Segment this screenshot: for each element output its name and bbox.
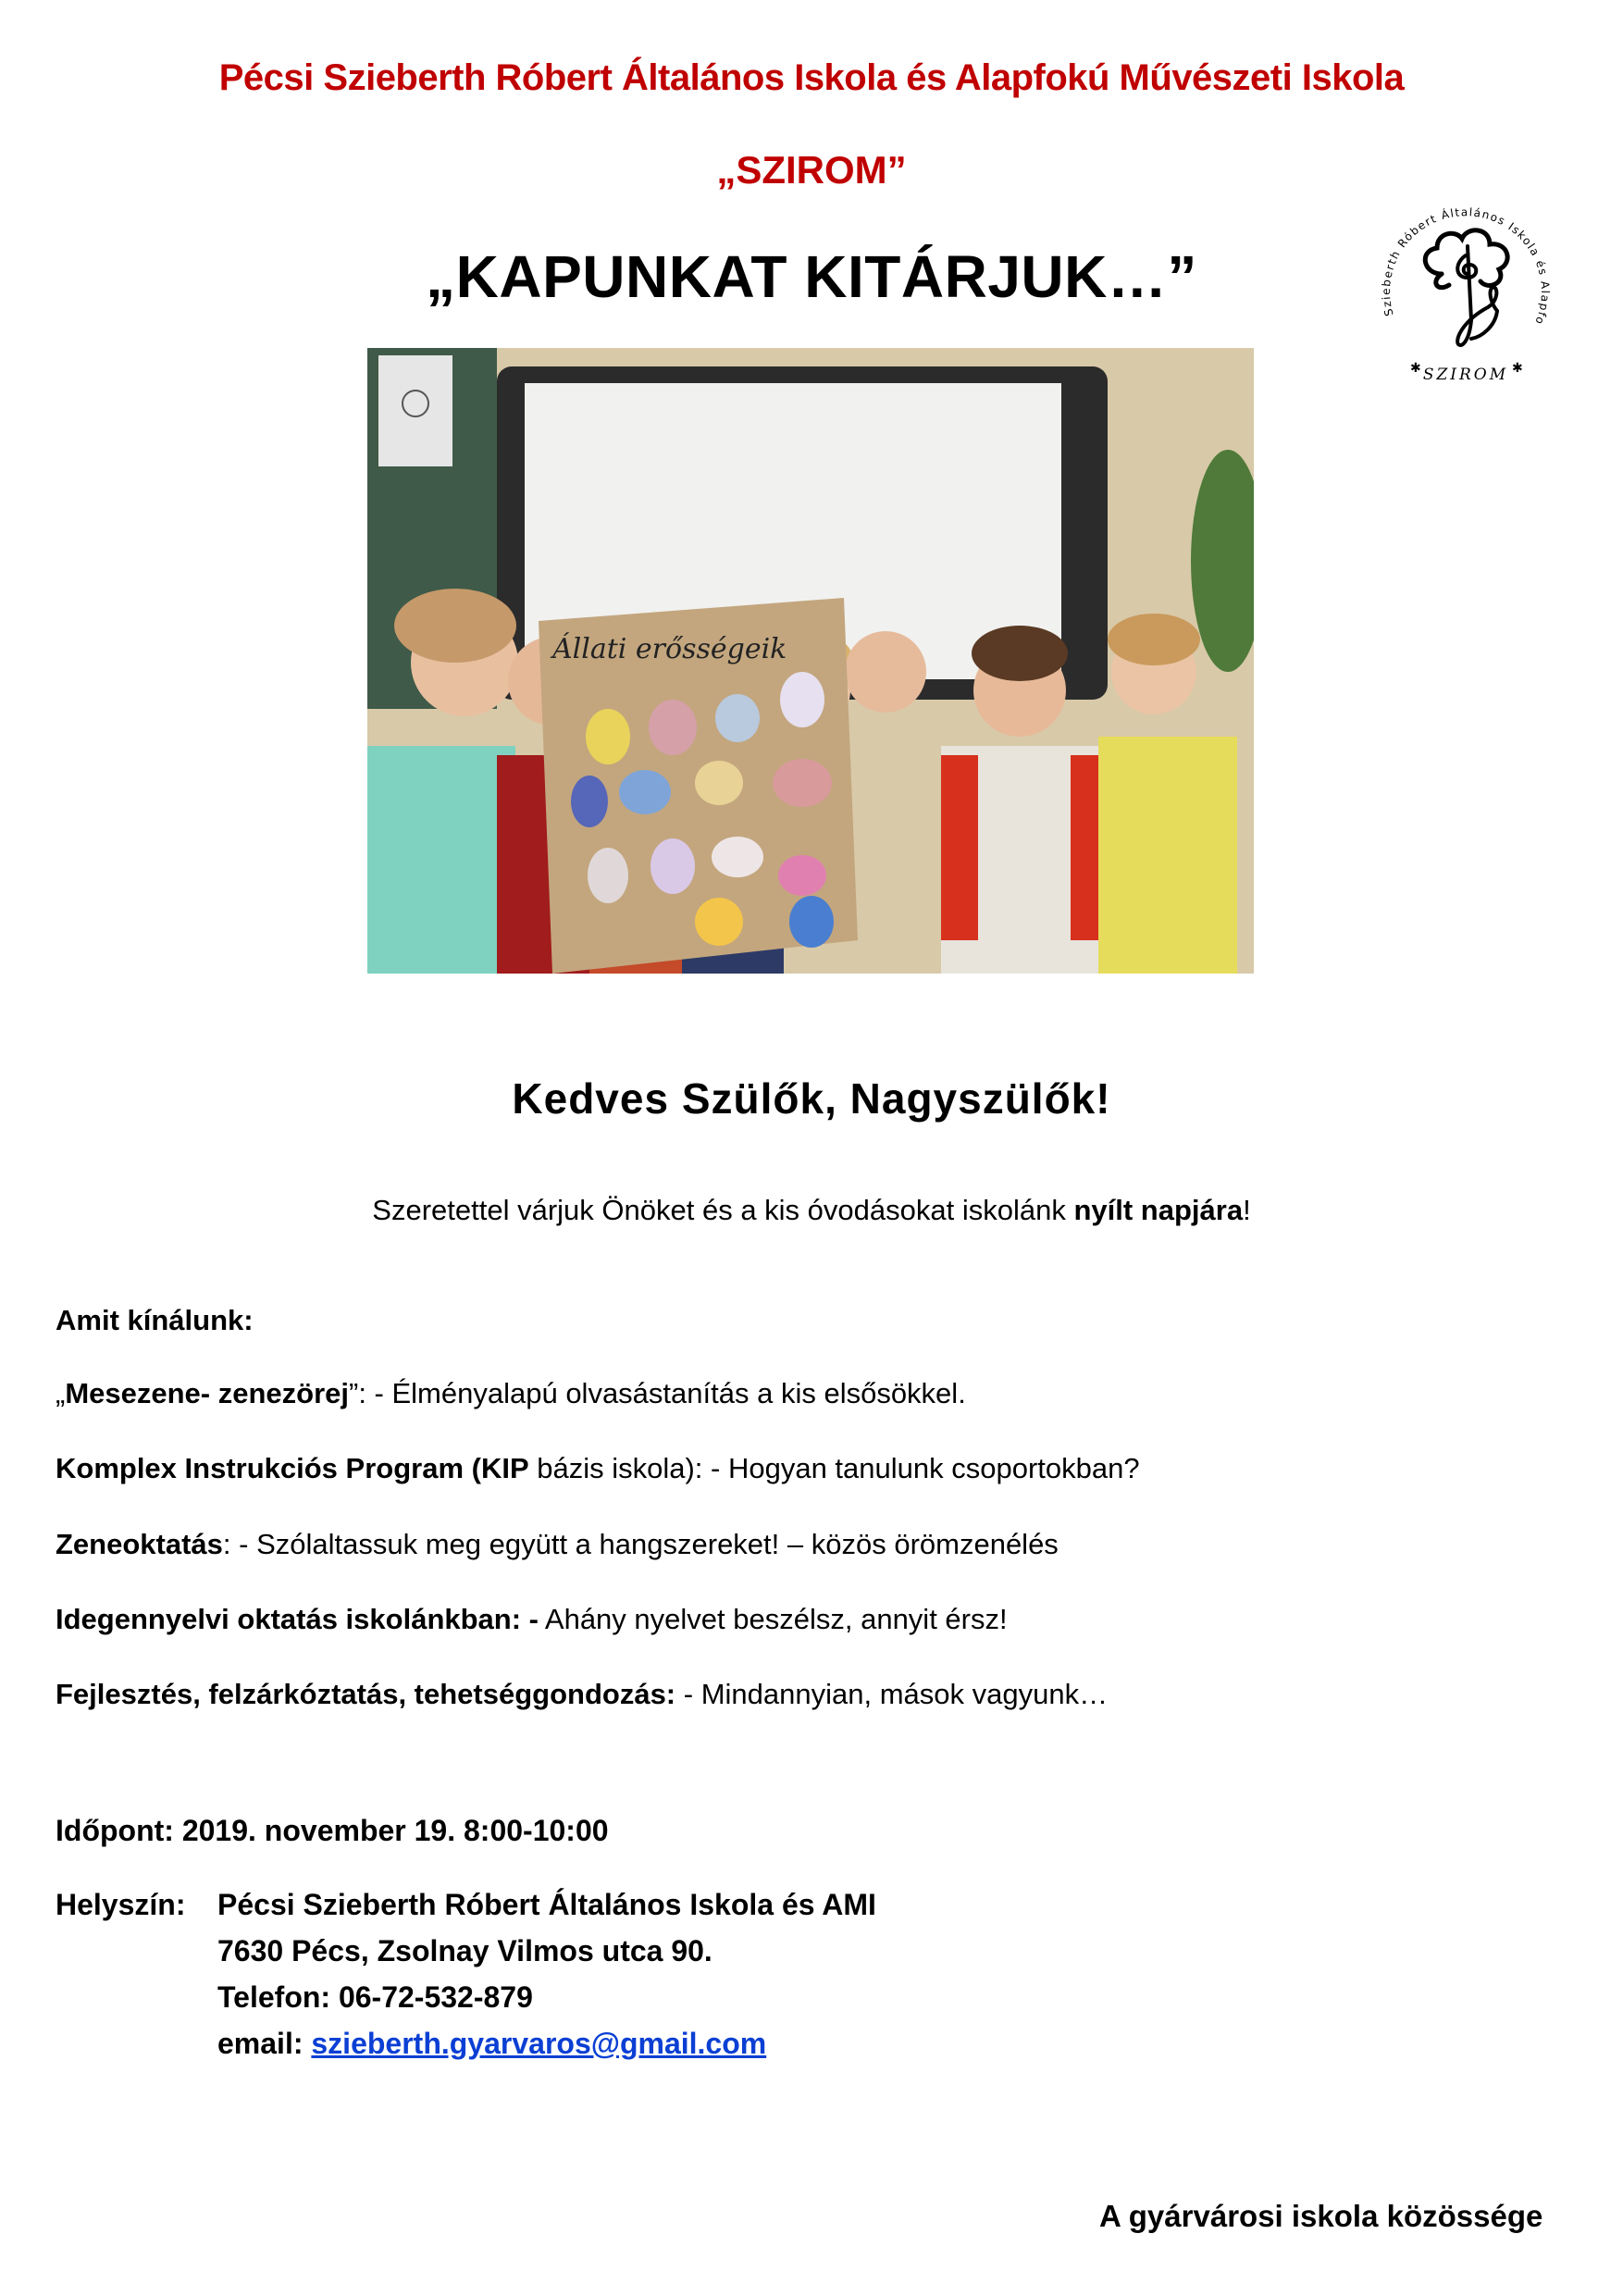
logo-ring-text: Szieberth Róbert Általános Iskola és Alapfo (1379, 205, 1553, 328)
offer-title: Komplex Instrukciós Program (KIP (56, 1452, 529, 1485)
intro-text: Szeretettel várjuk Önöket és a kis óvodásokat iskolánk (372, 1194, 1074, 1226)
event-location (56, 1888, 876, 2073)
location-label: Helyszín: (56, 1888, 186, 1921)
poster (539, 598, 858, 974)
intro-text-end: ! (1243, 1194, 1251, 1226)
offer-description: Ahány nyelvet beszélsz, annyit érsz! (539, 1602, 1008, 1635)
offer-description: ”: - Élményalapú olvasástanítás a kis elsősökkel. (349, 1377, 966, 1410)
offers-section (56, 1303, 1140, 1752)
photo-illustration (367, 348, 1254, 974)
offer-item (56, 1527, 1140, 1561)
offer-title: Zeneoktatás (56, 1527, 223, 1560)
phone-line: Telefon: 06-72-532-879 (217, 1980, 533, 2014)
offer-item (56, 1451, 1140, 1485)
page-title: „KAPUNKAT KITÁRJUK…” (426, 243, 1197, 310)
offer-title: Idegennyelvi oktatás iskolánkban: - (56, 1602, 539, 1635)
logo-bottom-text: SZIROM (1422, 366, 1509, 384)
intro-bold-text: nyílt napjára (1073, 1194, 1244, 1226)
school-name: Pécsi Szieberth Róbert Általános Iskola és Alapfokú Művészeti Iskola (218, 57, 1405, 98)
school-logo (1358, 181, 1573, 396)
poster-caption: Állati erősségeik (552, 633, 787, 665)
spacer (56, 2027, 217, 2073)
email-label: email: (217, 2027, 304, 2060)
spacer (56, 1980, 217, 2027)
star-icon: ✱ (1512, 360, 1523, 375)
offers-heading: Amit kínálunk: (56, 1304, 254, 1336)
offer-item (56, 1602, 1140, 1636)
location-row (56, 2027, 876, 2073)
signature: A gyárvárosi iskola közössége (1099, 2199, 1543, 2233)
star-icon: ✱ (1410, 360, 1421, 375)
email-link[interactable]: szieberth.gyarvaros@gmail.com (311, 2027, 767, 2060)
location-line: Pécsi Szieberth Róbert Általános Iskola és AMI (217, 1888, 876, 1921)
location-row (56, 1934, 876, 1980)
offer-item (56, 1376, 1140, 1410)
offer-description: - Mindannyian, mások vagyunk… (675, 1677, 1109, 1710)
children-photo (367, 348, 1254, 974)
intro-paragraph (0, 1194, 1623, 1227)
offer-description: : - Szólaltassuk meg együtt a hangszereket! – közös örömzenélés (222, 1527, 1059, 1560)
greeting-heading: Kedves Szülők, Nagyszülők! (512, 1074, 1111, 1123)
offer-description: bázis iskola): - Hogyan tanulunk csoportokban? (528, 1452, 1140, 1485)
offer-title: Mesezene- zenezörej (65, 1377, 349, 1410)
location-row (56, 1980, 876, 2027)
address-line: 7630 Pécs, Zsolnay Vilmos utca 90. (217, 1934, 712, 1967)
svg-text:Szieberth Róbert Általános Isk (1358, 181, 1552, 328)
offer-title: Fejlesztés, felzárkóztatás, tehetséggondozás: (56, 1677, 676, 1710)
event-time: Időpont: 2019. november 19. 8:00-10:00 (56, 1814, 609, 1847)
offer-item (56, 1677, 1140, 1711)
szirom-title: „SZIROM” (716, 148, 907, 192)
spacer (56, 1934, 217, 1980)
flower-treble-clef-icon (1358, 181, 1573, 396)
offer-prefix: „ (56, 1377, 66, 1410)
location-row (56, 1888, 876, 1934)
